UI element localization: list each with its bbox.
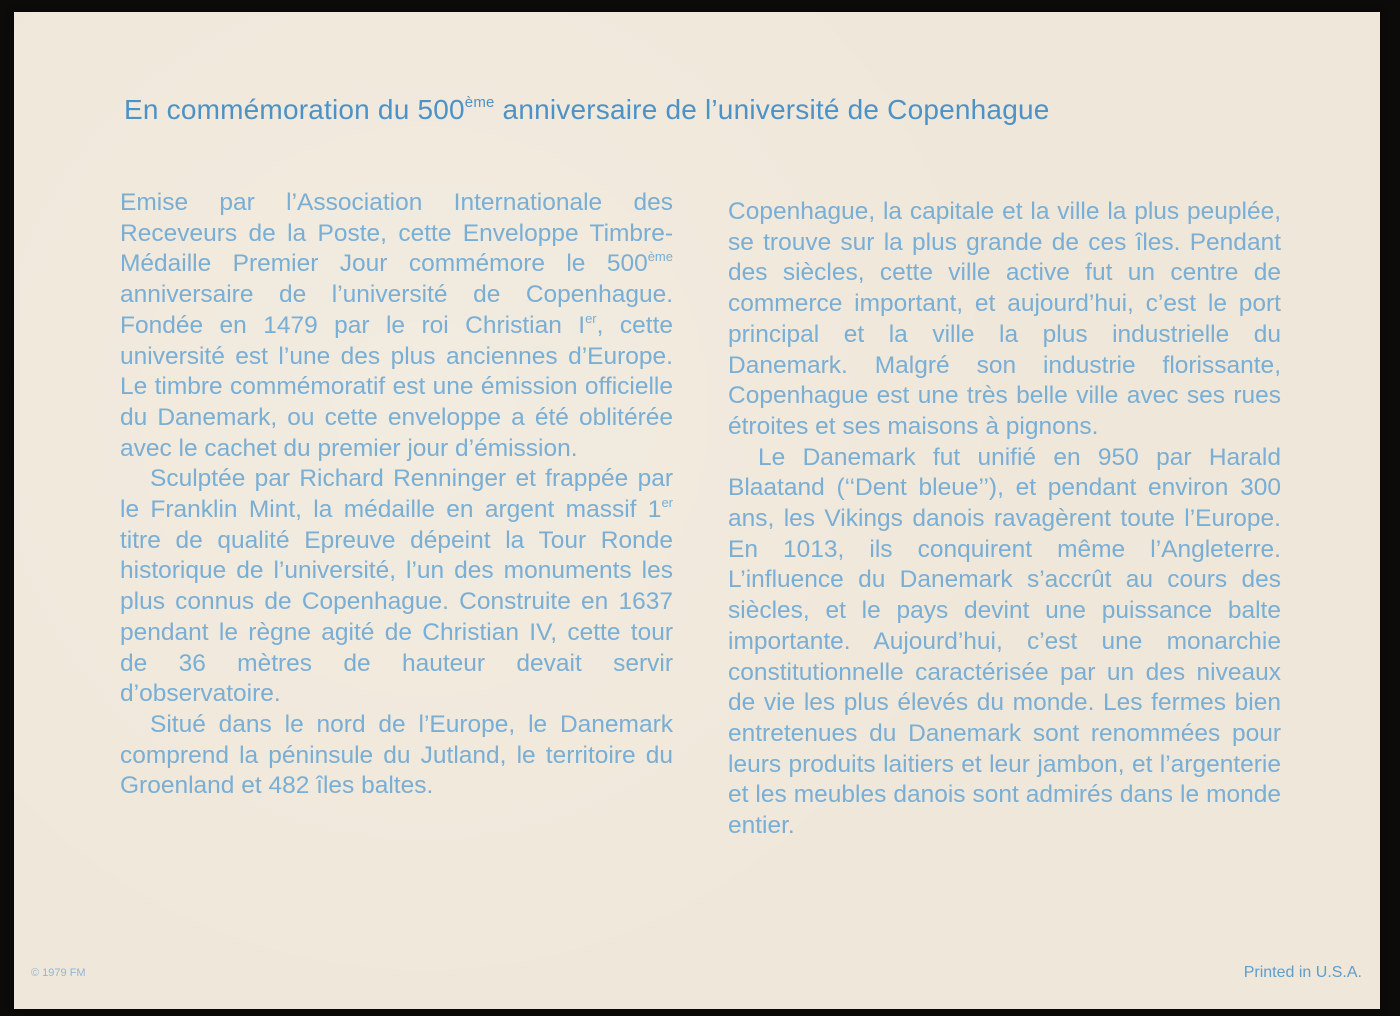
title-superscript: ème	[464, 94, 495, 111]
superscript-er-medal: er	[661, 495, 673, 511]
left-text-column	[120, 188, 673, 802]
title-text-end: anniversaire de l’université de Copenhague	[494, 94, 1050, 125]
paragraph-copenhague: Copenhague, la capitale et la ville la plus peuplée, se trouve sur la plus grande de ces îles. Pendant des siècles, cette ville active fut un centre de commerce important, et aujourd’hui, c’est le port principal et la ville la plus industrielle du Danemark. Malgré son industrie florissante, Copenhague est une très belle ville avec ses rues étroites et ses maisons à pignons.	[728, 198, 1281, 440]
paragraph-issue-part-a: Emise par l’Association Internationale des Receveurs de la Poste, cette Enveloppe Timbre-Médaille Premier Jour commémore le 500	[120, 189, 673, 278]
paragraph-medal	[120, 464, 673, 710]
title-text-start: En commémoration du 500	[124, 94, 465, 125]
paragraph-medal-part-b: titre de qualité Epreuve dépeint la Tour Ronde historique de l’université, l’un des monuments les plus connus de Copenhague. Construite en 1637 pendant le règne agité de Christian IV, cette tour de 36 mètres de hauteur devait servir d’observatoire.	[120, 526, 673, 708]
superscript-er: er	[585, 310, 597, 326]
insert-card	[14, 12, 1380, 1009]
printed-in-note: Printed in U.S.A.	[1243, 964, 1362, 981]
paragraph-issue-part-b: anniversaire de l’université de Copenhague. Fondée en 1479 par le roi Christian I	[120, 281, 673, 339]
paragraph-medal-part-a: Sculptée par Richard Renninger et frappée par le Franklin Mint, la médaille en argent massif 1	[120, 465, 673, 524]
superscript-eme: ème	[647, 249, 673, 265]
copyright-note: © 1979 FM	[31, 967, 86, 979]
right-text-column	[728, 197, 1281, 842]
paragraph-geography: Situé dans le nord de l’Europe, le Danemark comprend la péninsule du Jutland, le territoire du Groenland et 482 îles baltes.	[120, 710, 673, 800]
paragraph-issue	[120, 188, 673, 464]
paragraph-issue-part-c: , cette université est l’une des plus anciennes d’Europe. Le timbre commémoratif est une émission officielle du Danemark, ou cette enveloppe a été oblitérée avec le cachet du premier jour d’émission.	[120, 311, 673, 462]
paragraph-history: Le Danemark fut unifié en 950 par Harald Blaatand (‘‘Dent bleue’’), et pendant environ 300 ans, les Vikings danois ravagèrent toute l’Europe. En 1013, ils conquirent même l’Angleterre. L’influence du Danemark s’accrût au cours des siècles, et le pays devint une puissance balte importante. Aujourd’hui, c’est une monarchie constitutionnelle caractérisée par un des niveaux de vie les plus élevés du monde. Les fermes bien entretenues du Danemark sont renommées pour leurs produits laitiers et leur jambon, et l’argenterie et les meubles danois sont admirés dans le monde entier.	[728, 443, 1281, 840]
card-title	[124, 94, 1274, 126]
